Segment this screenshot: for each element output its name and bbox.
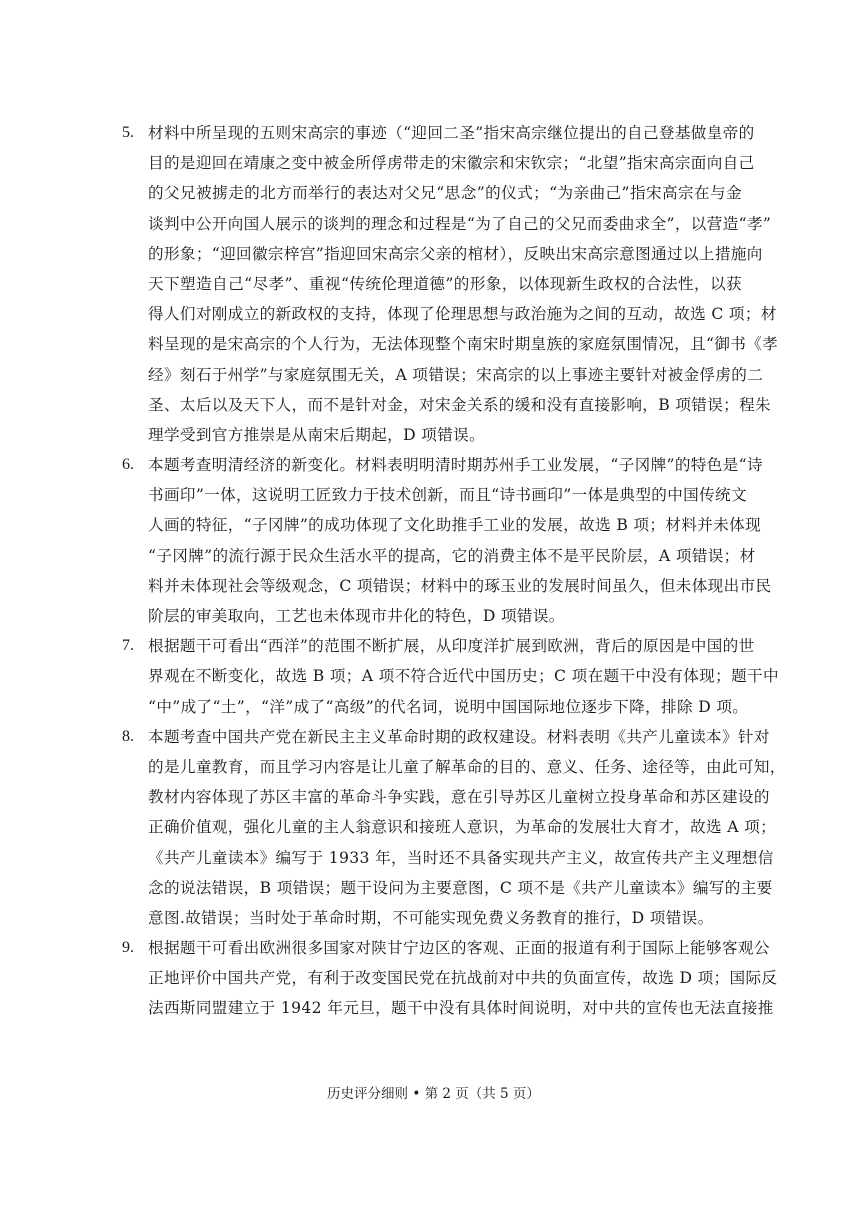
answer-item-9 [122, 933, 778, 1024]
page-footer: 历史评分细则 • 第 2 页（共 5 页） [327, 1086, 540, 1102]
text-line: 界观在不断变化，故选 B 项；A 项不符合近代中国历史；C 项在题干中没有体现；题干中 [148, 667, 779, 686]
text-line: 天下塑造自己“尽孝”、重视“传统伦理道德”的形象，以体现新生政权的合法性，以获 [148, 274, 742, 293]
item-number: 9. [122, 939, 134, 957]
text-line: “子冈牌”的流行源于民众生活水平的提高，它的消费主体不是平民阶层，A 项错误；材 [148, 546, 756, 565]
text-line: 料并未体现社会等级观念，C 项错误；材料中的琢玉业的发展时间虽久，但未体现出市民 [148, 576, 772, 595]
answer-item-6 [122, 450, 772, 631]
text-line: 得人们对刚成立的新政权的支持，体现了伦理思想与政治施为之间的互动，故选 C 项；材 [148, 305, 777, 324]
text-line: 《共产儿童读本》编写于 1933 年，当时还不具备实现共产主义，故宣传共产主义理想信 [148, 848, 774, 867]
text-line: 法西斯同盟建立于 1942 年元旦，题干中没有具体时间说明，对中共的宣传也无法直接推 [148, 999, 774, 1018]
text-line: 的父兄被掳走的北方而举行的表达对父兄“思念”的仪式；“为亲曲己”指宋高宗在与金 [148, 184, 742, 203]
text-line: 的形象；“迎回徽宗梓宫”指迎回宋高宗父亲的棺材），反映出宋高宗意图通过以上措施向 [148, 244, 763, 263]
item-number: 6. [122, 456, 134, 474]
text-line: “中”成了“土”，“洋”成了“高级”的代名词，说明中国国际地位逐步下降，排除 D 项。 [148, 697, 749, 716]
text-line: 教材内容体现了苏区丰富的革命斗争实践，意在引导苏区儿童树立投身革命和苏区建设的 [148, 788, 770, 807]
text-line: 根据题干可看出欧洲很多国家对陕甘宁边区的客观、正面的报道有利于国际上能够客观公 [148, 939, 770, 958]
text-line: 意图.故错误；当时处于革命时期，不可能实现免费义务教育的推行，D 项错误。 [148, 908, 714, 927]
answer-item-7 [122, 631, 779, 722]
answer-item-8 [122, 722, 786, 933]
text-line: 阶层的审美取向，工艺也未体现市井化的特色，D 项错误。 [148, 607, 565, 625]
text-line: 本题考查明清经济的新变化。材料表明明清时期苏州手工业发展，“子冈牌”的特色是“诗 [148, 456, 763, 475]
text-line: 正确价值观，强化儿童的主人翁意识和接班人意识，为革命的发展壮大育才，故选 A 项； [148, 818, 777, 837]
text-line: 料呈现的是宋高宗的个人行为，无法体现整个南宋时期皇族的家庭氛围情况，且“御书《孝 [148, 335, 779, 354]
text-line: 目的是迎回在靖康之变中被金所俘虏带走的宋徽宗和宋钦宗；“北望”指宋高宗面向自己 [148, 154, 755, 173]
text-line: 谈判中公开向国人展示的谈判的理念和过程是“为了自己的父兄而委曲求全”，以营造“孝” [148, 214, 772, 233]
text-line: 经》刻石于州学”与家庭氛围无关，A 项错误；宋高宗的以上事迹主要针对被金俘虏的二 [148, 365, 764, 384]
item-number: 8. [122, 727, 134, 745]
text-line: 的是儿童教育，而且学习内容是让儿童了解革命的目的、意义、任务、途径等，由此可知， [148, 757, 786, 776]
text-line: 念的说法错误，B 项错误；题干设问为主要意图，C 项不是《共产儿童读本》编写的主要 [148, 878, 773, 897]
text-line: 本题考查中国共产党在新民主主义革命时期的政权建设。材料表明《共产儿童读本》针对 [148, 727, 770, 746]
text-line: 理学受到官方推崇是从南宋后期起，D 项错误。 [148, 425, 486, 444]
text-line: 正地评价中国共产党，有利于改变国民党在抗战前对中共的负面宣传，故选 D 项；国际反 [148, 969, 778, 988]
item-number: 5. [122, 124, 134, 141]
text-line: 材料中所呈现的五则宋高宗的事迹（“迎回二圣”指宋高宗继位提出的自己登基做皇帝的 [148, 124, 755, 142]
text-line: 圣、太后以及天下人，而不是针对金，对宋金关系的缓和没有直接影响，B 项错误；程朱 [148, 395, 771, 414]
text-line: 人画的特征，“子冈牌”的成功体现了文化助推手工业的发展，故选 B 项；材料并未体现 [148, 516, 762, 535]
answer-explanations [122, 118, 786, 1024]
answer-item-5 [122, 118, 779, 450]
text-line: 书画印”一体，这说明工匠致力于技术创新，而且“诗书画印”一体是典型的中国传统文 [148, 486, 747, 505]
text-line: 根据题干可看出“西洋”的范围不断扩展，从印度洋扩展到欧洲，背后的原因是中国的世 [148, 637, 755, 656]
item-number: 7. [122, 637, 134, 655]
